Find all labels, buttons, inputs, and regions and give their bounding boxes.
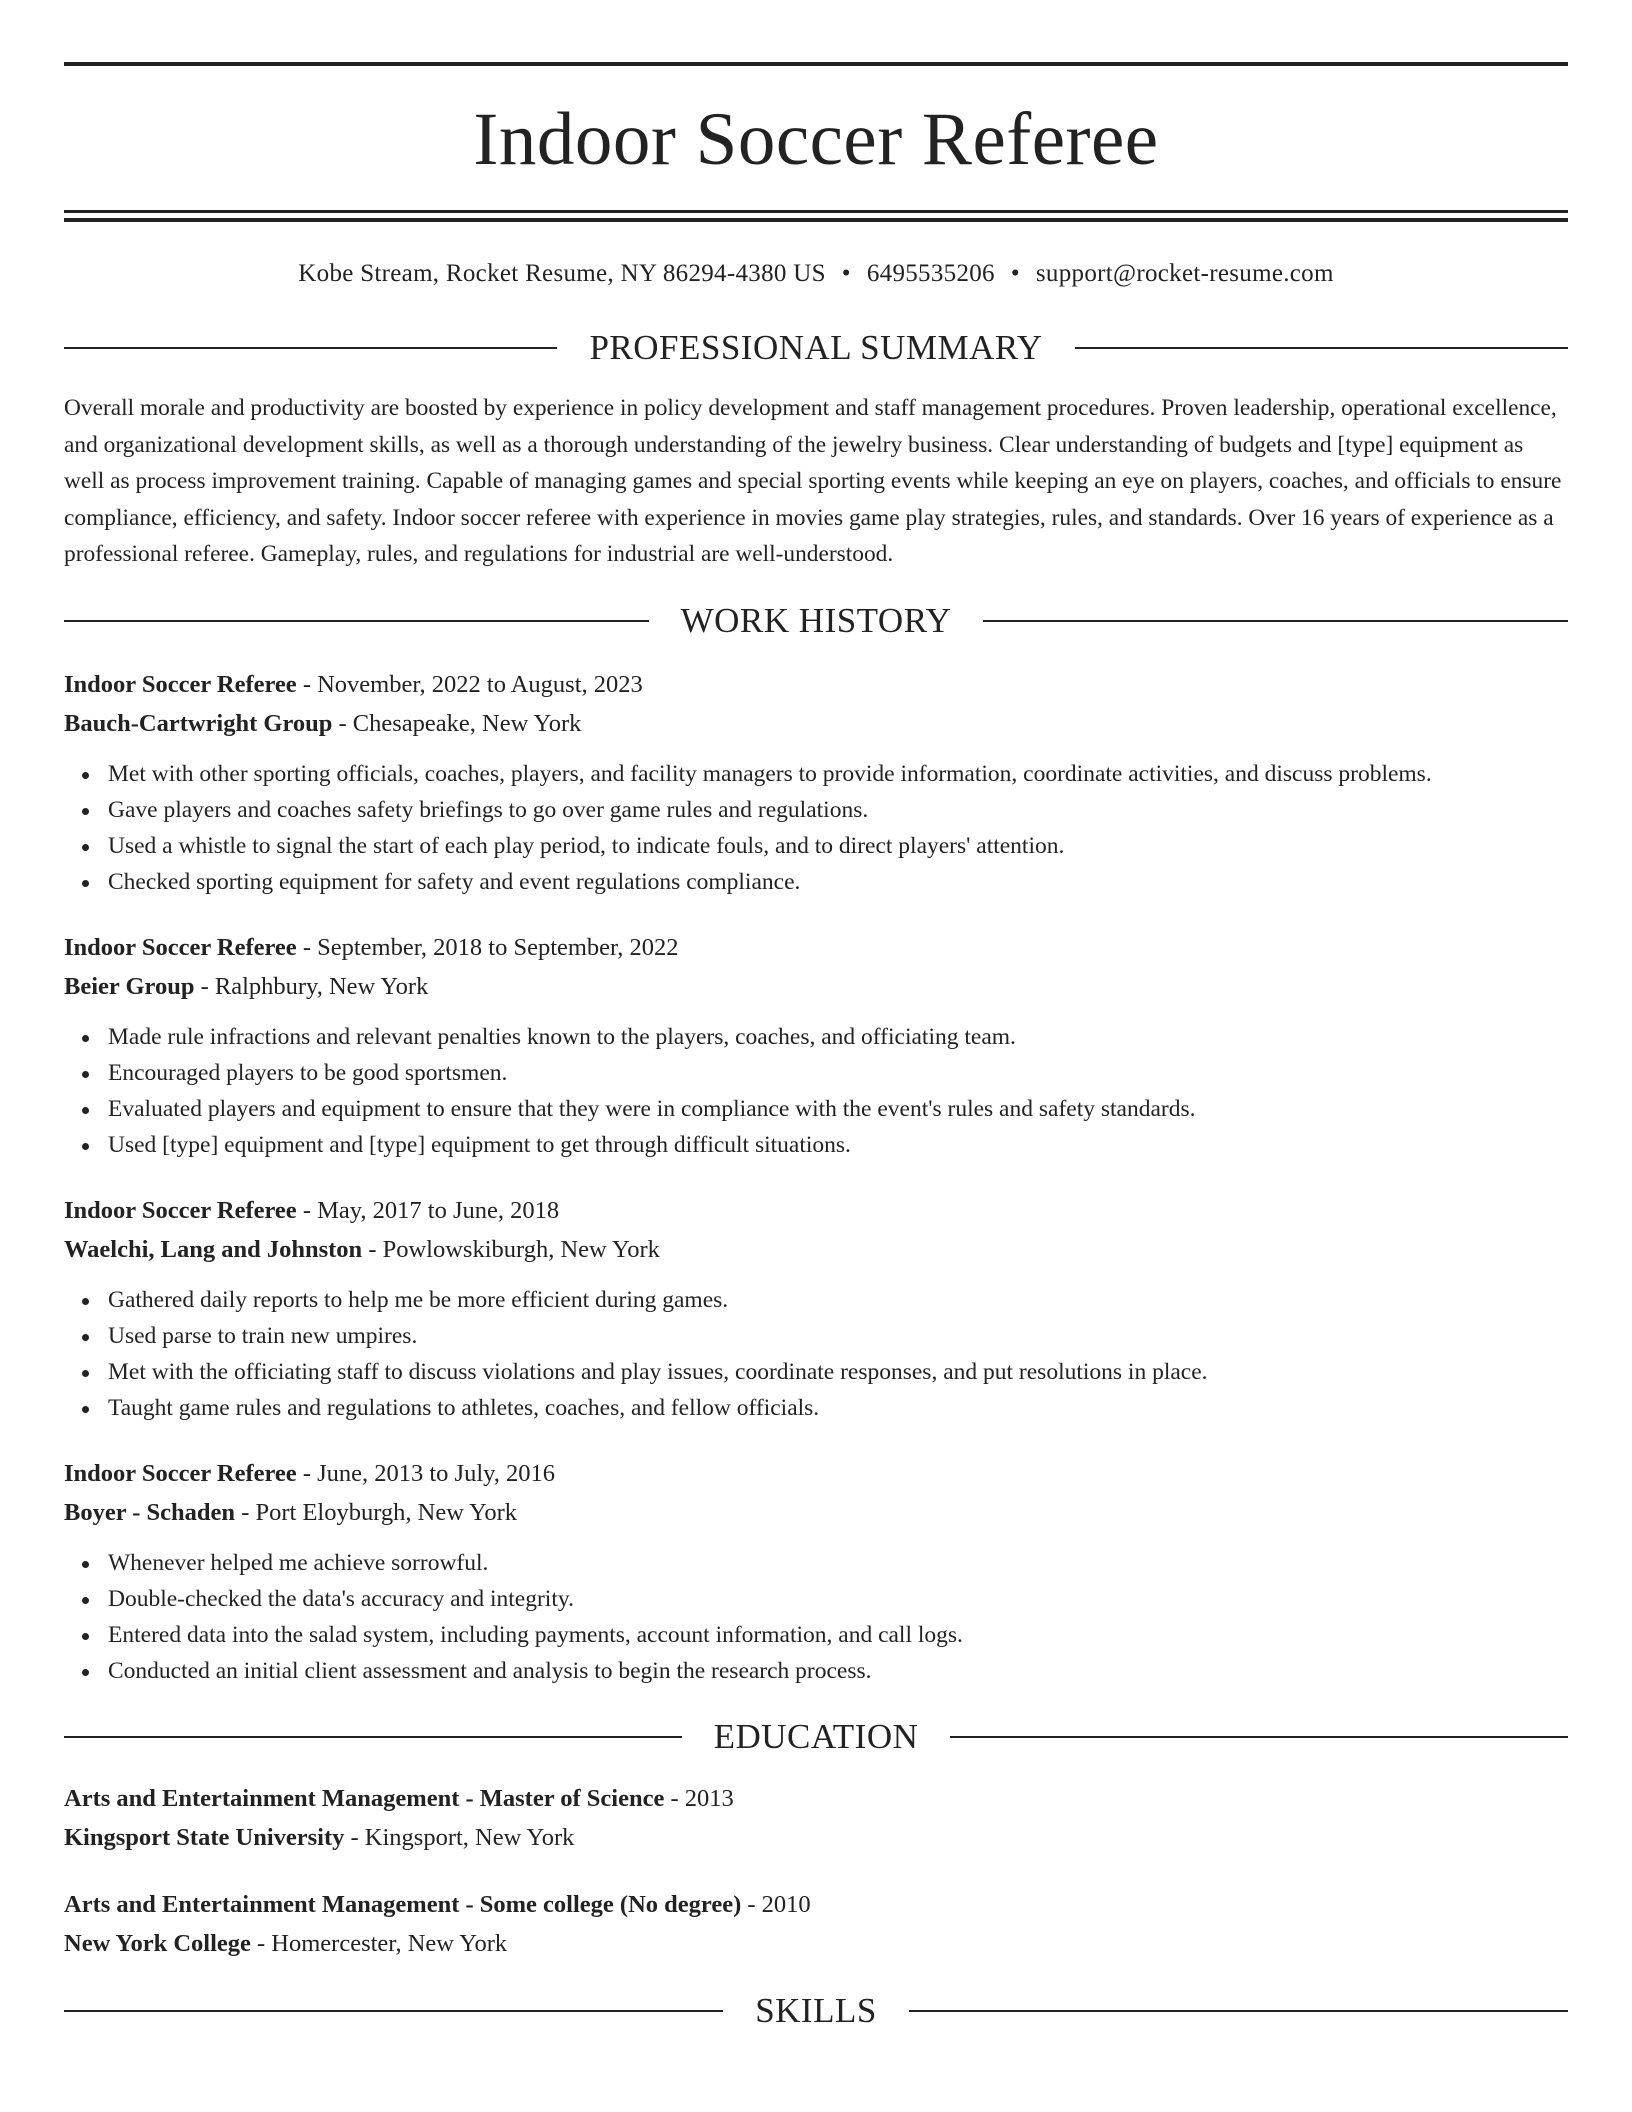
job-bullet: Used parse to train new umpires. [108, 1318, 1568, 1354]
job-bullets [64, 1545, 1568, 1689]
section-label: PROFESSIONAL SUMMARY [589, 328, 1043, 367]
job-bullet: Checked sporting equipment for safety and event regulations compliance. [108, 864, 1568, 900]
contact-phone: 6495535206 [866, 260, 995, 287]
job-bullet: Whenever helped me achieve sorrowful. [108, 1545, 1568, 1581]
job-title: Indoor Soccer Referee [64, 933, 297, 961]
heading-rule [64, 620, 649, 622]
section-heading-education [64, 1717, 1568, 1757]
job-company: Waelchi, Lang and Johnston [64, 1235, 363, 1263]
title-double-rule [64, 210, 1568, 222]
heading-rule [64, 2010, 723, 2012]
job-location: - Port Eloyburgh, New York [235, 1498, 518, 1526]
heading-rule [983, 620, 1568, 622]
contact-address: Kobe Stream, Rocket Resume, NY 86294-4380 US [298, 260, 826, 287]
job-company: Boyer - Schaden [64, 1498, 236, 1526]
job-bullets [64, 756, 1568, 900]
job-bullet: Gave players and coaches safety briefings to go over game rules and regulations. [108, 792, 1568, 828]
job-bullet: Evaluated players and equipment to ensure that they were in compliance with the event's rules and safety standards. [108, 1091, 1568, 1127]
heading-rule [909, 2010, 1568, 2012]
section-label: SKILLS [755, 1990, 877, 2030]
job-bullet: Gathered daily reports to help me be more efficient during games. [108, 1282, 1568, 1318]
contact-line [64, 260, 1568, 288]
job-bullet: Double-checked the data's accuracy and integrity. [108, 1581, 1568, 1617]
job-bullet: Encouraged players to be good sportsmen. [108, 1055, 1568, 1091]
contact-email[interactable]: support@rocket-resume.com [1035, 260, 1334, 287]
education-entry [64, 1779, 1568, 1857]
job-location: - Chesapeake, New York [332, 709, 582, 737]
education-location: - Kingsport, New York [344, 1823, 575, 1851]
job-dates: - May, 2017 to June, 2018 [296, 1196, 560, 1224]
job-entry [64, 665, 1568, 900]
job-location: - Powlowskiburgh, New York [362, 1235, 660, 1263]
contact-separator: • [1010, 260, 1020, 287]
job-location: - Ralphbury, New York [194, 972, 429, 1000]
education-school: New York College [64, 1929, 251, 1957]
job-title: Indoor Soccer Referee [64, 1196, 297, 1224]
job-bullet: Entered data into the salad system, including payments, account information, and call logs. [108, 1617, 1568, 1653]
section-heading-work-history [64, 601, 1568, 641]
job-dates: - September, 2018 to September, 2022 [296, 933, 679, 961]
education-year: - 2013 [664, 1784, 734, 1812]
education-year: - 2010 [741, 1890, 811, 1918]
job-bullet: Made rule infractions and relevant penalties known to the players, coaches, and officiating team. [108, 1019, 1568, 1055]
job-title: Indoor Soccer Referee [64, 670, 297, 698]
education-school: Kingsport State University [64, 1823, 345, 1851]
education-list [64, 1779, 1568, 1963]
job-bullet: Met with other sporting officials, coaches, players, and facility managers to provide information, coordinate activities, and discuss problems. [108, 756, 1568, 792]
contact-separator: • [841, 260, 851, 287]
heading-rule [64, 1736, 682, 1738]
education-entry [64, 1885, 1568, 1963]
job-entry [64, 1191, 1568, 1426]
education-degree: Arts and Entertainment Management - Some college (No degree) [64, 1890, 742, 1918]
job-title: Indoor Soccer Referee [64, 1459, 297, 1487]
resume-title: Indoor Soccer Referee [473, 98, 1159, 181]
job-company: Beier Group [64, 972, 195, 1000]
section-heading-skills [64, 1991, 1568, 2031]
summary-text: Overall morale and productivity are boosted by experience in policy development and staff management procedures. Proven leadership, operational excellence, and organizational development skills, as well as a thorough understanding of the jewelry business. Clear understanding of budgets and [type] equipment as well as process improvement training. Capable of managing games and special sporting events while keeping an eye on players, coaches, and officials to ensure compliance, efficiency, and safety. Indoor soccer referee with experience in movies game play strategies, rules, and standards. Over 16 years of experience as a professional referee. Gameplay, rules, and regulations for industrial are well-understood. [64, 395, 1562, 567]
job-entry [64, 1454, 1568, 1689]
job-bullets [64, 1282, 1568, 1426]
job-bullets [64, 1019, 1568, 1163]
job-dates: - June, 2013 to July, 2016 [296, 1459, 556, 1487]
job-bullet: Taught game rules and regulations to athletes, coaches, and fellow officials. [108, 1390, 1568, 1426]
job-bullet: Conducted an initial client assessment and analysis to begin the research process. [108, 1653, 1568, 1689]
section-label: WORK HISTORY [680, 600, 952, 640]
job-bullet: Used [type] equipment and [type] equipment to get through difficult situations. [108, 1127, 1568, 1163]
job-bullet: Used a whistle to signal the start of each play period, to indicate fouls, and to direct players' attention. [108, 828, 1568, 864]
top-rule [64, 62, 1568, 66]
section-label: EDUCATION [713, 1716, 919, 1756]
heading-rule [950, 1736, 1568, 1738]
section-heading-summary [64, 328, 1568, 368]
job-bullet: Met with the officiating staff to discuss violations and play issues, coordinate responses, and put resolutions in place. [108, 1354, 1568, 1390]
job-dates: - November, 2022 to August, 2023 [296, 670, 643, 698]
job-entry [64, 928, 1568, 1163]
education-location: - Homercester, New York [250, 1929, 508, 1957]
job-company: Bauch-Cartwright Group [64, 709, 333, 737]
work-history-list [64, 665, 1568, 1689]
resume-page [64, 0, 1568, 2031]
heading-rule [1075, 347, 1568, 349]
heading-rule [64, 347, 557, 349]
education-degree: Arts and Entertainment Management - Master of Science [64, 1784, 665, 1812]
